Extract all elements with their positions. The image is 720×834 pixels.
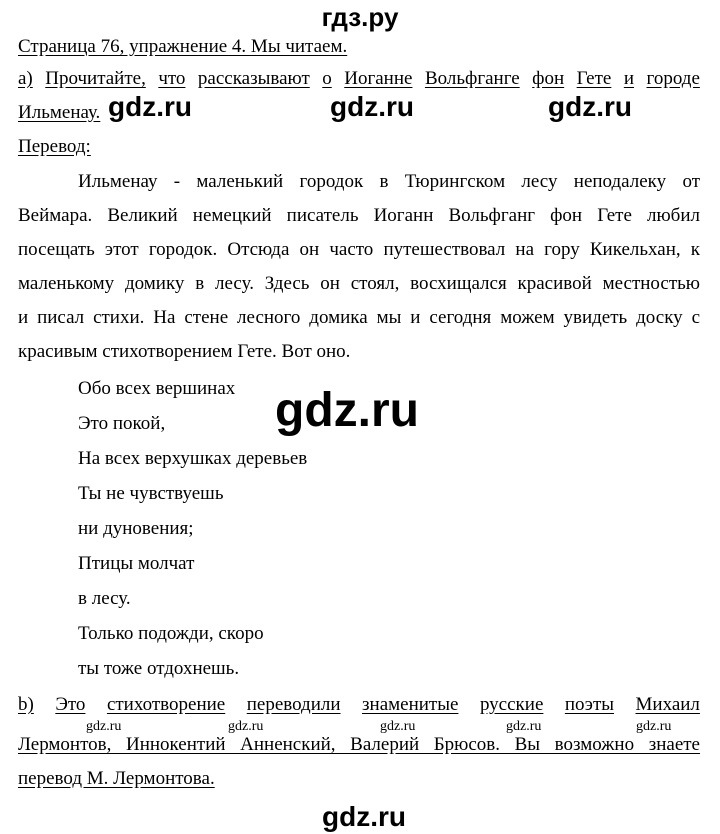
paragraph-line-5: и писал стихи. На стене лесного домика мы и сегодня можем увидеть доску с [18,307,700,328]
word: что [158,68,186,89]
word: Вольфганге [424,68,520,89]
word: Иоганне [344,68,413,89]
poem-line: Это покой, [78,413,166,434]
task-b-line-3: перевод М. Лермонтова. [18,768,215,789]
word: знаменитые [362,694,459,715]
word: Прочитайте, [45,68,146,89]
watermark: gdz.ru [275,384,419,437]
poem-line: ты тоже отдохнешь. [78,658,240,679]
poem-line: Обо всех вершинах [78,378,236,399]
poem-line: Только подожди, скоро [78,623,264,644]
word: b) [18,694,34,715]
watermark: gdz.ru [322,801,406,832]
translation-label: Перевод: [18,136,91,157]
task-a-line-2: Ильменау. [18,102,101,123]
word: русские [479,694,544,715]
paragraph-line-1: Ильменау - маленький городок в Тюрингском лесу неподалеку от [78,171,700,192]
word: а) [18,68,33,89]
task-b-line-2: Лермонтов, Иннокентий Анненский, Валерий Брюсов. Вы возможно знаете [18,734,700,755]
page-title: Страница 76, упражнение 4. Мы читаем. [18,36,348,57]
poem-line: в лесу. [78,588,131,609]
poem-line: ни дуновения; [78,518,194,539]
word: поэты [564,694,615,715]
watermark: gdz.ru [548,91,632,122]
word: о [322,68,332,89]
word: стихотворение [106,694,226,715]
paragraph-line-3: посещать этот городок. Отсюда он часто путешествовал на гору Кикельхан, к [18,239,700,260]
word: и [623,68,635,89]
poem-line: Ты не чувствуешь [78,483,224,504]
word: городе [646,68,700,89]
watermark: gdz.ru [380,719,416,734]
watermark: gdz.ru [636,719,672,734]
poem-line: Птицы молчат [78,553,195,574]
site-header: гдз.ру [321,2,399,32]
paragraph-line-2: Веймара. Великий немецкий писатель Иоганн Вольфганг фон Гете любил [18,205,700,226]
word: Это [55,694,86,715]
watermark: gdz.ru [506,719,542,734]
word: Гете [576,68,612,89]
word: фон [532,68,565,89]
task-a-line-1 [18,68,700,90]
watermark: gdz.ru [330,91,414,122]
word: Михаил [635,694,700,715]
paragraph-line-4: маленькому домику в лесу. Здесь он стоял, восхищался красивой местностью [18,273,700,294]
poem-line: На всех верхушках деревьев [78,448,308,469]
watermark: gdz.ru [228,719,264,734]
task-b-line-1 [18,694,700,716]
word: переводили [246,694,341,715]
watermark: gdz.ru [86,719,122,734]
word: рассказывают [197,68,310,89]
watermark: gdz.ru [108,91,192,122]
paragraph-line-6: красивым стихотворением Гете. Вот оно. [18,341,351,362]
